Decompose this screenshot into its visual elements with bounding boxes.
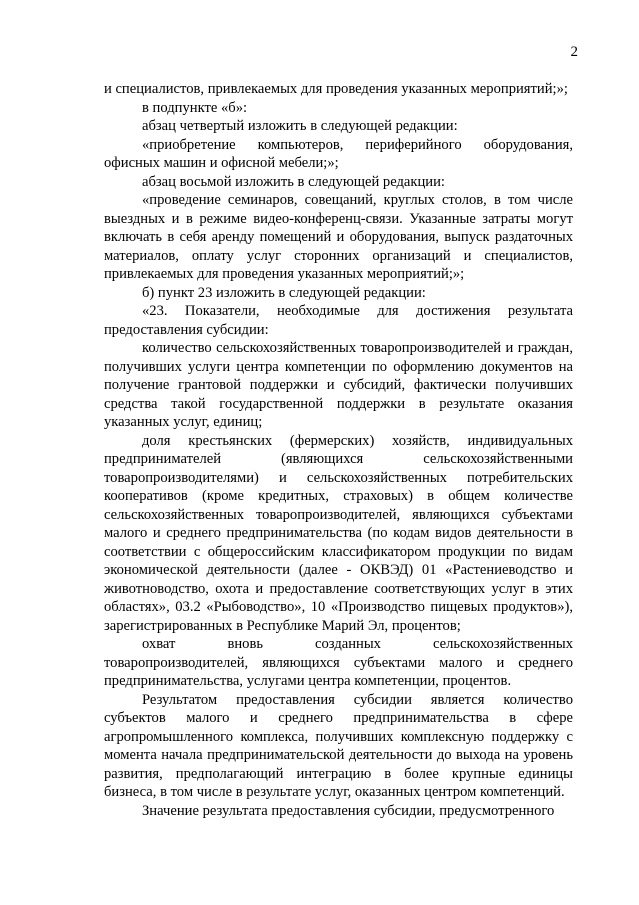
paragraph: абзац четвертый изложить в следующей редакции:: [142, 118, 458, 134]
paragraph: абзац восьмой изложить в следующей редакции:: [142, 173, 445, 190]
paragraph: Значение результата предоставления субсидии, предусмотренного: [142, 802, 555, 819]
paragraph: б) пункт 23 изложить в следующей редакции:: [142, 284, 426, 301]
paragraph: Результатом предоставления субсидии является количество субъектов малого и среднего предпринимательства в сфере агропромышленного комплекса, получивших комплексную поддержку с момента начала предпринимательской деятельности до выхода на уровень развития, предполагающий интеграцию в более крупные единицы бизнеса, в том числе в результате услуг, оказанных центром компетенций.: [104, 691, 573, 800]
paragraph: «приобретение компьютеров, периферийного оборудования, офисных машин и офисной мебели;»;: [104, 136, 573, 171]
paragraph: охват вновь созданных сельскохозяйственных товаропроизводителей, являющихся субъектами малого и среднего предпринимательства, услугами центра компетенции, процентов.: [104, 636, 573, 689]
paragraph: доля крестьянских (фермерских) хозяйств, индивидуальных предпринимателей (являющихся сельскохозяйственными товаропроизводителями) и сельскохозяйственных потребительских кооперативов (кроме кредитных, страховых) в общем количестве сельскохозяйственных товаропроизводителей, являющихся субъектами малого и среднего предпринимательства (по кодам видов деятельности в соответствии с общероссийским классификатором продукции по видам экономической деятельности (далее - ОКВЭД) 01 «Растениеводство и животноводство, охота и предоставление соответствующих услуг в этих областях», 03.2 «Рыбоводство», 10 «Производство пищевых продуктов»), зарегистрированных в Республике Марий Эл, процентов;: [104, 432, 573, 634]
paragraph: «проведение семинаров, совещаний, круглых столов, в том числе выездных и в режиме видео-конференц-связи. Указанные затраты могут включать в себя аренду помещений и оборудования, выпуск раздаточных материалов, оплату услуг сторонних организаций и специалистов, привлекаемых для проведения указанных мероприятий;»;: [104, 192, 573, 282]
paragraph: количество сельскохозяйственных товаропроизводителей и граждан, получивших услуги центра компетенции по оформлению документов на получение грантовой поддержки и субсидий, фактически получивших средства такой государственной поддержки в результате оказания указанных услуг, единиц;: [104, 340, 573, 430]
paragraph: «23. Показатели, необходимые для достижения результата предоставления субсидии:: [104, 303, 573, 338]
document-body: [104, 80, 573, 820]
paragraph: в подпункте «б»:: [142, 99, 248, 116]
paragraph: и специалистов, привлекаемых для проведения указанных мероприятий;»;: [104, 81, 568, 97]
page-number: 2: [570, 44, 578, 60]
